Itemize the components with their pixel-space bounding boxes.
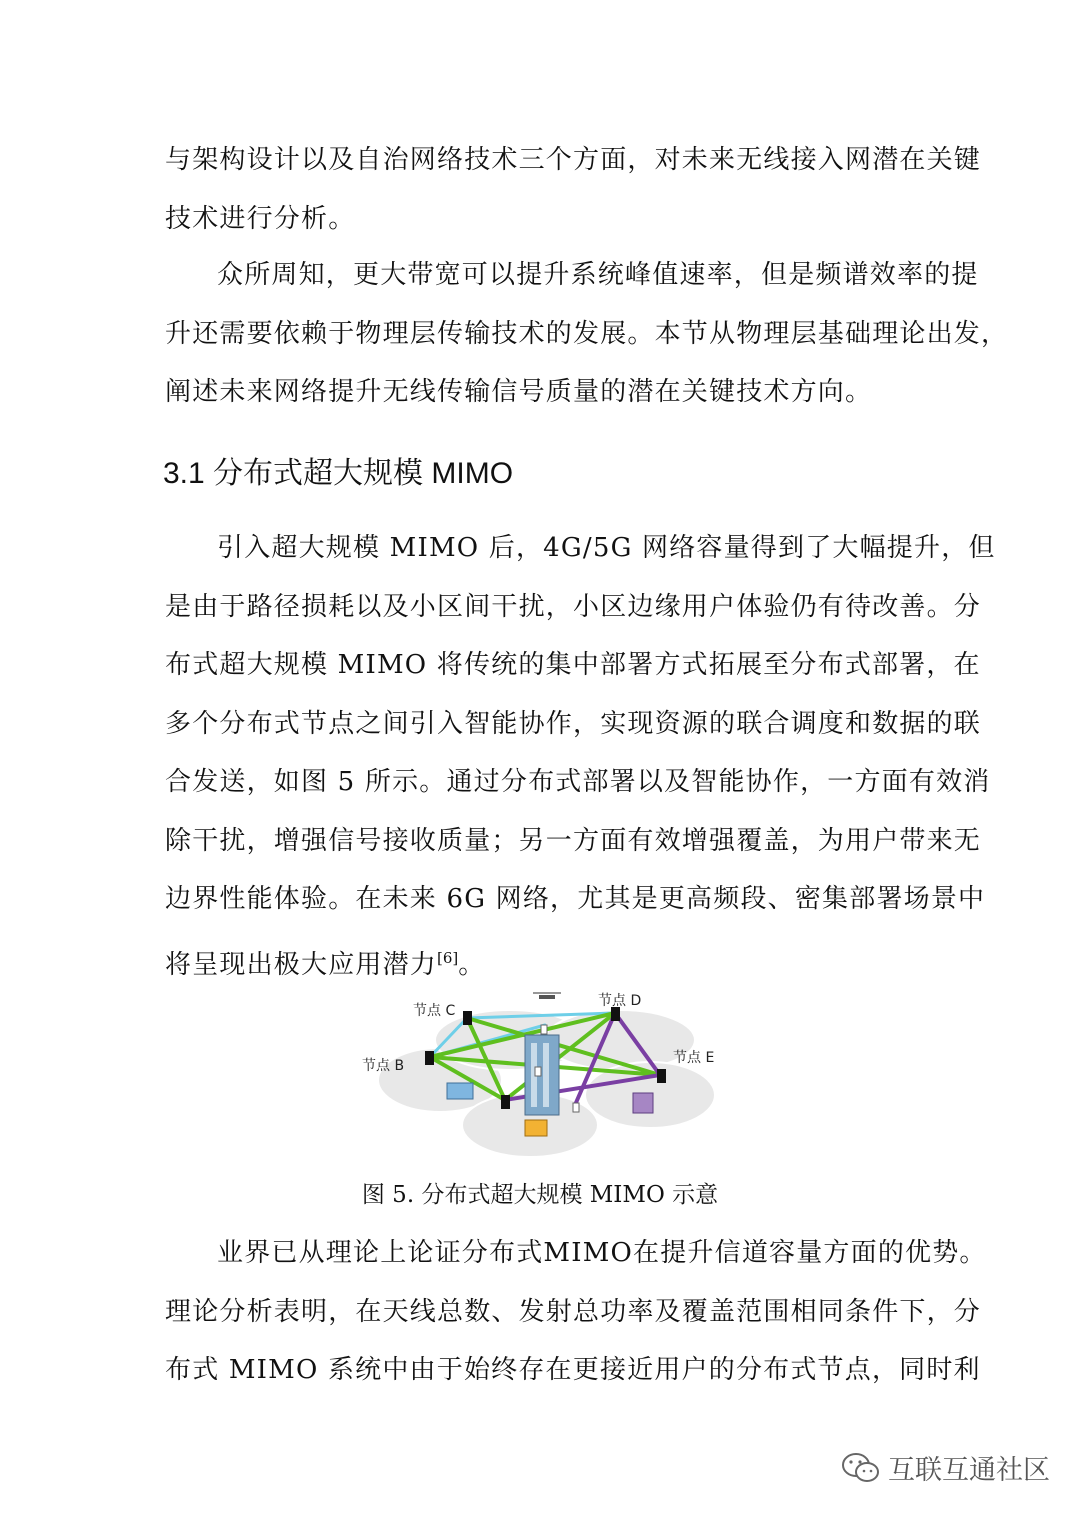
text-fragment: 。 [458, 949, 486, 980]
text-line: 布式 MIMO 系统中由于始终存在更接近用户的分布式节点，同时利 [165, 1355, 981, 1385]
building-icon [525, 1035, 559, 1115]
text-line: 业界已从理论上论证分布式MIMO在提升信道容量方面的优势。 [217, 1238, 987, 1268]
phone-icon [535, 1067, 541, 1076]
building-icon [633, 1093, 653, 1113]
text-line: 理论分析表明，在天线总数、发射总功率及覆盖范围相同条件下，分 [165, 1296, 982, 1327]
antenna-icon [657, 1069, 666, 1083]
paragraph-distributed-mimo [165, 519, 996, 994]
text-line: 阐述未来网络提升无线传输信号质量的潜在关键技术方向。 [165, 377, 873, 407]
text-line: 众所周知，更大带宽可以提升系统峰值速率，但是频谱效率的提 [217, 260, 979, 290]
node-label-d: 节点 D [598, 993, 642, 1009]
text-fragment: 将呈现出极大应用潜力 [165, 949, 438, 980]
paragraph-theory [165, 1224, 987, 1400]
text-line: 引入超大规模 MIMO 后，4G/5G 网络容量得到了大幅提升，但 [217, 533, 996, 563]
watermark [840, 1448, 1050, 1487]
node-label-e: 节点 E [673, 1050, 715, 1066]
wechat-icon [840, 1450, 882, 1486]
phone-icon [573, 1103, 579, 1112]
paragraph-intro-tail [165, 131, 982, 248]
building-icon [447, 1083, 473, 1099]
text-line: 多个分布式节点之间引入智能协作，实现资源的联合调度和数据的联 [165, 708, 982, 739]
text-line: 边界性能体验。在未来 6G 网络，尤其是更高频段、密集部署场景中 [165, 884, 986, 914]
antenna-icon [463, 1011, 472, 1025]
section-heading: 3.1 分布式超大规模 MIMO [163, 457, 514, 490]
drone-icon [533, 993, 561, 999]
citation-ref[interactable]: [6] [437, 948, 459, 967]
phone-icon [541, 1025, 547, 1034]
node-label-c: 节点 C [413, 1003, 456, 1019]
text-line: 除干扰，增强信号接收质量；另一方面有效增强覆盖，为用户带来无 [165, 825, 982, 856]
antenna-icon [425, 1051, 434, 1065]
text-line: 升还需要依赖于物理层传输技术的发展。本节从物理层基础理论出发， [165, 318, 1009, 349]
antenna-icon [501, 1095, 510, 1109]
text-line: 是由于路径损耗以及小区间干扰，小区边缘用户体验仍有待改善。分 [165, 591, 982, 622]
text-line: 与架构设计以及自治网络技术三个方面，对未来无线接入网潜在关键 [165, 145, 982, 175]
building-icon [525, 1120, 547, 1136]
figure-distributed-mimo [355, 985, 735, 1160]
text-line: 布式超大规模 MIMO 将传统的集中部署方式拓展至分布式部署，在 [165, 650, 981, 680]
text-line: 合发送，如图 5 所示。通过分布式部署以及智能协作，一方面有效消 [165, 767, 991, 797]
figure-caption: 图 5. 分布式超大规模 MIMO 示意 [361, 1182, 719, 1208]
node-label-b: 节点 B [362, 1058, 405, 1074]
watermark-text: 互联互通社区 [888, 1455, 1050, 1486]
mimo-diagram [355, 985, 735, 1160]
antenna-icon [611, 1007, 620, 1021]
text-line: 技术进行分析。 [165, 203, 356, 234]
paragraph-physical-layer [165, 246, 1009, 422]
